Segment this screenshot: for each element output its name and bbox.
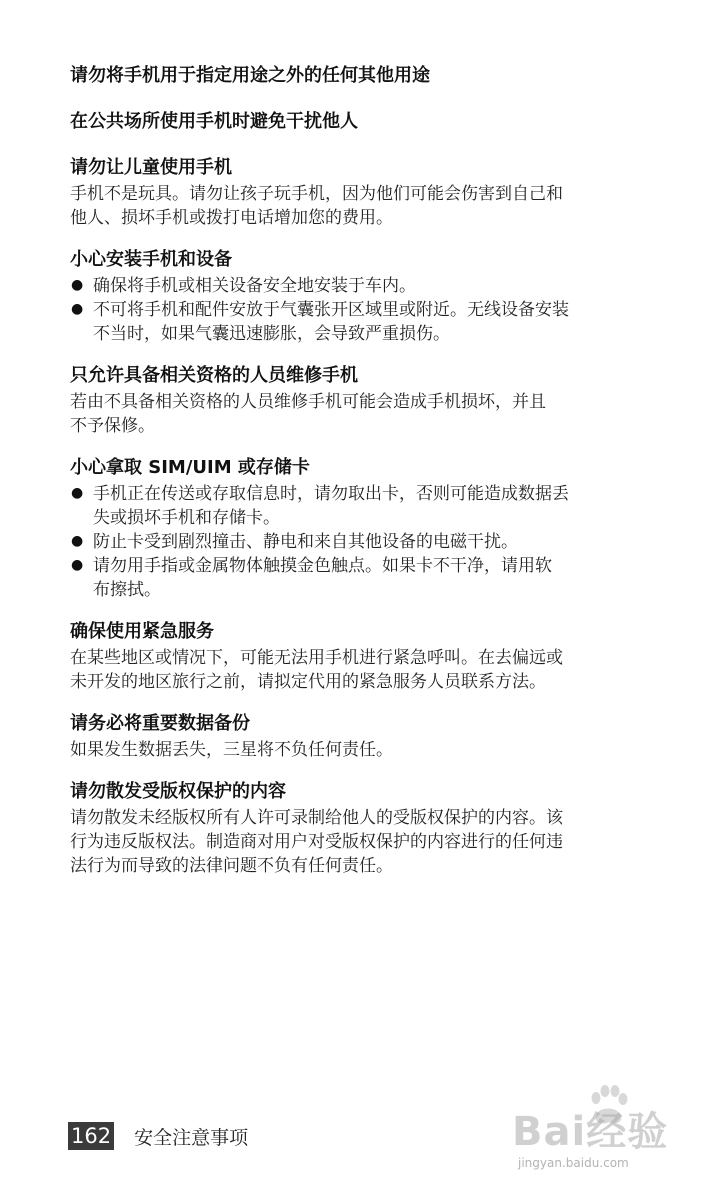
bullet-item bbox=[70, 482, 655, 530]
bullet-line: 失或损坏手机和存储卡。 bbox=[93, 508, 280, 528]
paragraph-line: 请勿散发未经版权所有人许可录制给他人的受版权保护的内容。该 bbox=[70, 808, 563, 828]
section-heading: 只允许具备相关资格的人员维修手机 bbox=[70, 365, 358, 386]
section-paragraph bbox=[70, 390, 655, 438]
section-purpose bbox=[70, 62, 655, 90]
section-install bbox=[70, 246, 655, 346]
section-children bbox=[70, 154, 655, 230]
bullet-line: 手机正在传送或存取信息时，请勿取出卡，否则可能造成数据丢 bbox=[93, 484, 569, 504]
section-paragraph bbox=[70, 806, 655, 878]
section-heading: 小心安装手机和设备 bbox=[70, 249, 232, 270]
bullet-line: 确保将手机或相关设备安全地安装于车内。 bbox=[93, 276, 416, 296]
paragraph-line: 如果发生数据丢失，三星将不负任何责任。 bbox=[70, 740, 393, 760]
document-body bbox=[70, 62, 655, 878]
paragraph-line: 若由不具备相关资格的人员维修手机可能会造成手机损坏，并且 bbox=[70, 392, 546, 412]
section-heading: 在公共场所使用手机时避免干扰他人 bbox=[70, 111, 358, 132]
section-backup bbox=[70, 710, 655, 762]
section-paragraph bbox=[70, 738, 655, 762]
bullet-icon: ● bbox=[71, 277, 84, 293]
watermark-url: jingyan.baidu.com bbox=[518, 1156, 629, 1170]
page-footer bbox=[68, 1122, 248, 1150]
paragraph-line: 行为违反版权法。制造商对用户对受版权保护的内容进行的任何违 bbox=[70, 832, 563, 852]
page-number: 162 bbox=[68, 1122, 114, 1150]
section-heading: 小心拿取 SIM/UIM 或存储卡 bbox=[70, 457, 310, 478]
bullet-item bbox=[70, 554, 655, 602]
bullet-line: 防止卡受到剧烈撞击、静电和来自其他设备的电磁干扰。 bbox=[93, 532, 518, 552]
section-sim-card bbox=[70, 454, 655, 602]
paragraph-line: 手机不是玩具。请勿让孩子玩手机，因为他们可能会伤害到自己和 bbox=[70, 184, 563, 204]
section-heading: 确保使用紧急服务 bbox=[70, 621, 214, 642]
paragraph-line: 不予保修。 bbox=[70, 416, 155, 436]
bullet-icon: ● bbox=[71, 301, 84, 317]
section-copyright bbox=[70, 778, 655, 878]
bullet-item bbox=[70, 274, 655, 298]
watermark-brand: Bai经验 bbox=[512, 1109, 669, 1155]
watermark bbox=[512, 1082, 692, 1182]
chapter-title: 安全注意事项 bbox=[134, 1126, 249, 1149]
paragraph-line: 未开发的地区旅行之前，请拟定代用的紧急服务人员联系方法。 bbox=[70, 672, 546, 692]
bullet-line: 不可将手机和配件安放于气囊张开区域里或附近。无线设备安装 bbox=[93, 300, 569, 320]
bullet-icon: ● bbox=[71, 557, 84, 573]
section-paragraph bbox=[70, 646, 655, 694]
section-emergency bbox=[70, 618, 655, 694]
section-heading: 请勿让儿童使用手机 bbox=[70, 157, 232, 178]
bullet-line: 布擦拭。 bbox=[93, 580, 161, 600]
paragraph-line: 在某些地区或情况下，可能无法用手机进行紧急呼叫。在去偏远或 bbox=[70, 648, 563, 668]
paragraph-line: 他人、损坏手机或拨打电话增加您的费用。 bbox=[70, 208, 393, 228]
bullet-line: 不当时，如果气囊迅速膨胀，会导致严重损伤。 bbox=[93, 324, 450, 344]
section-paragraph bbox=[70, 182, 655, 230]
bullet-item bbox=[70, 530, 655, 554]
section-heading: 请务必将重要数据备份 bbox=[70, 713, 250, 734]
paragraph-line: 法行为而导致的法律问题不负有任何责任。 bbox=[70, 856, 393, 876]
bullet-line: 请勿用手指或金属物体触摸金色触点。如果卡不干净，请用软 bbox=[93, 556, 552, 576]
section-heading: 请勿散发受版权保护的内容 bbox=[70, 781, 286, 802]
bullet-list bbox=[70, 482, 655, 602]
section-repair bbox=[70, 362, 655, 438]
bullet-icon: ● bbox=[71, 485, 84, 501]
bullet-list bbox=[70, 274, 655, 346]
section-heading: 请勿将手机用于指定用途之外的任何其他用途 bbox=[70, 65, 430, 86]
bullet-icon: ● bbox=[71, 533, 84, 549]
bullet-item bbox=[70, 298, 655, 346]
section-public-use bbox=[70, 108, 655, 136]
